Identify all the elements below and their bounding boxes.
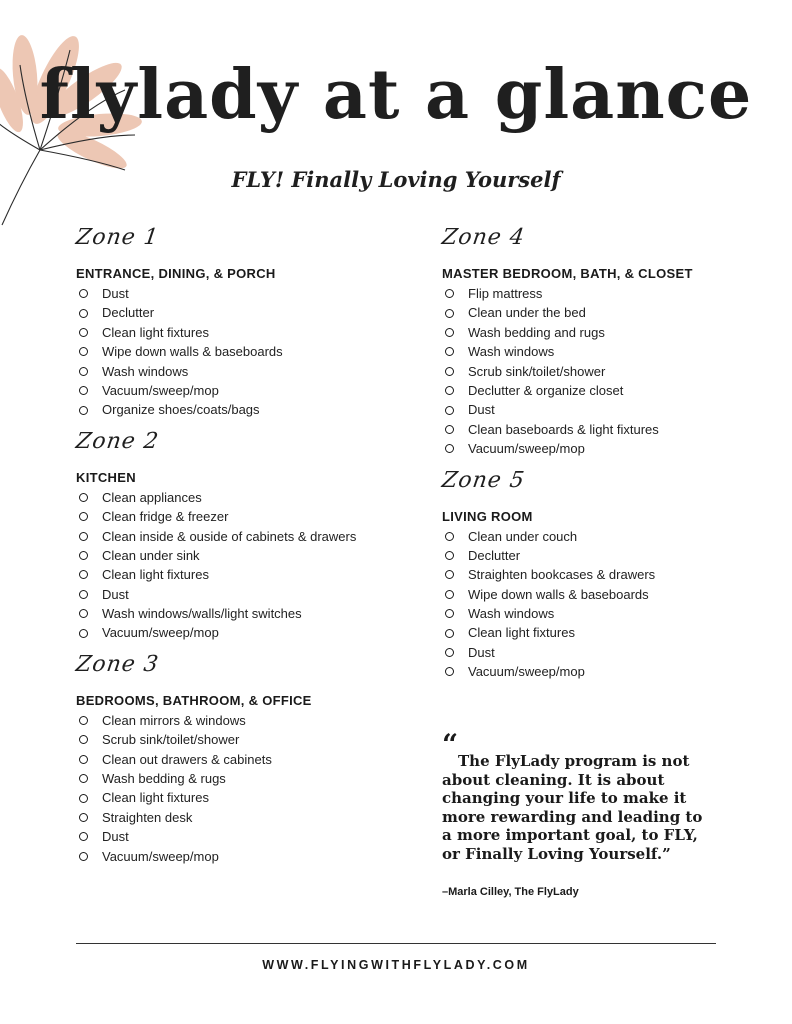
circle-checkbox-icon[interactable] xyxy=(445,590,454,599)
circle-checkbox-icon[interactable] xyxy=(445,648,454,657)
checklist-item[interactable] xyxy=(76,381,416,400)
checklist-item-label: Wash windows xyxy=(468,344,555,360)
circle-checkbox-icon[interactable] xyxy=(79,609,88,618)
checklist-item-label: Wash windows xyxy=(468,606,555,622)
circle-checkbox-icon[interactable] xyxy=(445,444,454,453)
zone-section xyxy=(442,222,782,459)
circle-checkbox-icon[interactable] xyxy=(79,570,88,579)
checklist-item-label: Clean mirrors & windows xyxy=(102,712,246,728)
zone-label: Zone 3 xyxy=(74,651,161,677)
checklist-item[interactable] xyxy=(76,362,416,381)
checklist-item-label: Scrub sink/toilet/shower xyxy=(102,732,240,748)
checklist-item-label: Clean light fixtures xyxy=(102,790,209,806)
checklist-item[interactable] xyxy=(76,711,416,730)
circle-checkbox-icon[interactable] xyxy=(445,532,454,541)
left-column xyxy=(76,222,416,872)
checklist-item[interactable] xyxy=(442,527,782,546)
footer-divider xyxy=(76,943,716,944)
circle-checkbox-icon[interactable] xyxy=(445,551,454,560)
checklist-item[interactable] xyxy=(442,585,782,604)
checklist-item-label: Declutter xyxy=(102,305,155,321)
checklist-item[interactable] xyxy=(442,381,782,400)
checklist-item-label: Wipe down walls & baseboards xyxy=(102,344,283,360)
checklist-item-label: Clean under sink xyxy=(102,547,200,563)
checklist-item-label: Dust xyxy=(102,586,129,602)
circle-checkbox-icon[interactable] xyxy=(79,794,88,803)
circle-checkbox-icon[interactable] xyxy=(445,425,454,434)
circle-checkbox-icon[interactable] xyxy=(445,309,454,318)
checklist-item-label: Clean light fixtures xyxy=(102,567,209,583)
checklist-item[interactable] xyxy=(442,565,782,584)
checklist-item[interactable] xyxy=(442,643,782,662)
circle-checkbox-icon[interactable] xyxy=(79,493,88,502)
circle-checkbox-icon[interactable] xyxy=(79,406,88,415)
circle-checkbox-icon[interactable] xyxy=(79,735,88,744)
checklist-item[interactable] xyxy=(76,827,416,846)
checklist-item[interactable] xyxy=(76,623,416,642)
circle-checkbox-icon[interactable] xyxy=(79,289,88,298)
circle-checkbox-icon[interactable] xyxy=(79,532,88,541)
quote-mark: “ xyxy=(442,728,459,761)
page-title: flylady at a glance xyxy=(39,55,753,135)
checklist-item[interactable] xyxy=(442,546,782,565)
checklist-item-label: Clean fridge & freezer xyxy=(102,509,229,525)
circle-checkbox-icon[interactable] xyxy=(79,512,88,521)
checklist-item[interactable] xyxy=(442,420,782,439)
quote-text: The FlyLady program is not about cleaning. It is about changing your life to make it more rewarding and leading to a more important goal, to FLY, or Finally Loving Yourself.” xyxy=(442,752,703,863)
checklist-item-label: Wash windows/walls/light switches xyxy=(102,606,302,622)
checklist-item[interactable] xyxy=(442,439,782,458)
circle-checkbox-icon[interactable] xyxy=(79,328,88,337)
circle-checkbox-icon[interactable] xyxy=(445,667,454,676)
checklist-item[interactable] xyxy=(76,585,416,604)
circle-checkbox-icon[interactable] xyxy=(445,289,454,298)
checklist-item[interactable] xyxy=(76,730,416,749)
checklist xyxy=(76,711,416,866)
checklist-item-label: Clean under couch xyxy=(468,528,578,544)
quote-block xyxy=(442,728,712,898)
circle-checkbox-icon[interactable] xyxy=(79,716,88,725)
checklist-item[interactable] xyxy=(442,662,782,681)
checklist-item[interactable] xyxy=(442,362,782,381)
checklist-item-label: Clean out drawers & cabinets xyxy=(102,751,272,767)
checklist-item-label: Vacuum/sweep/mop xyxy=(102,625,219,641)
zone-section xyxy=(442,465,782,682)
checklist xyxy=(442,284,782,459)
checklist-item-label: Wipe down walls & baseboards xyxy=(468,586,649,602)
checklist-item[interactable] xyxy=(442,604,782,623)
zone-heading: KITCHEN xyxy=(76,469,136,485)
checklist-item-label: Straighten desk xyxy=(102,809,193,825)
circle-checkbox-icon[interactable] xyxy=(445,570,454,579)
checklist-item[interactable] xyxy=(442,303,782,322)
checklist-item[interactable] xyxy=(442,400,782,419)
checklist-item-label: Vacuum/sweep/mop xyxy=(468,664,585,680)
circle-checkbox-icon[interactable] xyxy=(79,629,88,638)
zone-label: Zone 5 xyxy=(440,467,527,493)
zone-heading: MASTER BEDROOM, BATH, & CLOSET xyxy=(442,266,693,281)
zone-heading: LIVING ROOM xyxy=(442,508,533,524)
footer-url[interactable]: WWW.FLYINGWITHFLYLADY.COM xyxy=(262,958,530,972)
circle-checkbox-icon[interactable] xyxy=(445,406,454,415)
checklist-item-label: Vacuum/sweep/mop xyxy=(102,848,219,864)
checklist-item[interactable] xyxy=(76,507,416,526)
circle-checkbox-icon[interactable] xyxy=(79,755,88,764)
checklist-item-label: Organize shoes/coats/bags xyxy=(102,402,260,418)
checklist-item-label: Flip mattress xyxy=(468,286,543,301)
checklist-item-label: Dust xyxy=(102,286,129,301)
checklist-item-label: Dust xyxy=(468,402,495,418)
circle-checkbox-icon[interactable] xyxy=(79,590,88,599)
checklist-item[interactable] xyxy=(442,284,782,303)
checklist-item[interactable] xyxy=(442,323,782,342)
checklist xyxy=(76,488,416,643)
checklist-item[interactable] xyxy=(76,323,416,342)
checklist-item-label: Declutter xyxy=(468,547,521,563)
checklist-item-label: Scrub sink/toilet/shower xyxy=(468,363,606,379)
checklist-item-label: Clean baseboards & light fixtures xyxy=(468,421,659,437)
circle-checkbox-icon[interactable] xyxy=(79,347,88,356)
checklist-item-label: Vacuum/sweep/mop xyxy=(102,382,219,398)
checklist-item-label: Clean inside & ouside of cabinets & drawers xyxy=(102,528,357,544)
circle-checkbox-icon[interactable] xyxy=(445,367,454,376)
page-subtitle: FLY! Finally Loving Yourself xyxy=(231,167,561,192)
quote-attribution: –Marla Cilley, The FlyLady xyxy=(442,885,579,898)
zone-section xyxy=(76,649,416,866)
checklist-item-label: Clean light fixtures xyxy=(468,625,575,641)
checklist-item[interactable] xyxy=(76,527,416,546)
circle-checkbox-icon[interactable] xyxy=(79,813,88,822)
right-column xyxy=(442,222,782,688)
checklist-item[interactable] xyxy=(76,769,416,788)
zone-heading: ENTRANCE, DINING, & PORCH xyxy=(76,266,276,281)
circle-checkbox-icon[interactable] xyxy=(79,832,88,841)
checklist-item[interactable] xyxy=(76,284,416,303)
checklist-item[interactable] xyxy=(76,342,416,361)
checklist-item[interactable] xyxy=(76,400,416,419)
zone-label: Zone 2 xyxy=(74,428,161,454)
circle-checkbox-icon[interactable] xyxy=(445,347,454,356)
checklist-item-label: Wash bedding and rugs xyxy=(468,324,605,340)
checklist xyxy=(76,284,416,420)
zone-heading: BEDROOMS, BATHROOM, & OFFICE xyxy=(76,692,312,708)
checklist-item-label: Clean light fixtures xyxy=(102,324,209,340)
checklist-item[interactable] xyxy=(442,342,782,361)
checklist-item[interactable] xyxy=(76,788,416,807)
checklist-item[interactable] xyxy=(76,303,416,322)
circle-checkbox-icon[interactable] xyxy=(445,609,454,618)
checklist-item[interactable] xyxy=(442,623,782,642)
circle-checkbox-icon[interactable] xyxy=(79,852,88,861)
checklist-item[interactable] xyxy=(76,808,416,827)
checklist-item-label: Clean under the bed xyxy=(468,305,586,321)
circle-checkbox-icon[interactable] xyxy=(79,386,88,395)
checklist-item[interactable] xyxy=(76,750,416,769)
checklist-item-label: Declutter & organize closet xyxy=(468,382,624,398)
checklist xyxy=(442,527,782,682)
circle-checkbox-icon[interactable] xyxy=(79,774,88,783)
circle-checkbox-icon[interactable] xyxy=(445,328,454,337)
checklist-item[interactable] xyxy=(76,565,416,584)
checklist-item-label: Dust xyxy=(468,644,495,660)
circle-checkbox-icon[interactable] xyxy=(79,551,88,560)
checklist-item-label: Dust xyxy=(102,829,129,845)
zone-label: Zone 4 xyxy=(440,225,527,250)
checklist-item-label: Clean appliances xyxy=(102,489,202,505)
circle-checkbox-icon[interactable] xyxy=(79,309,88,318)
checklist-item-label: Wash windows xyxy=(102,363,189,379)
zone-section xyxy=(76,426,416,643)
checklist-item-label: Wash bedding & rugs xyxy=(102,771,226,787)
checklist-item[interactable] xyxy=(76,847,416,866)
checklist-item[interactable] xyxy=(76,604,416,623)
checklist-item-label: Straighten bookcases & drawers xyxy=(468,567,656,583)
checklist-item[interactable] xyxy=(76,546,416,565)
checklist-item-label: Vacuum/sweep/mop xyxy=(468,441,585,457)
circle-checkbox-icon[interactable] xyxy=(445,629,454,638)
circle-checkbox-icon[interactable] xyxy=(79,367,88,376)
circle-checkbox-icon[interactable] xyxy=(445,386,454,395)
zone-label: Zone 1 xyxy=(74,225,161,250)
checklist-item[interactable] xyxy=(76,488,416,507)
zone-section xyxy=(76,222,416,420)
